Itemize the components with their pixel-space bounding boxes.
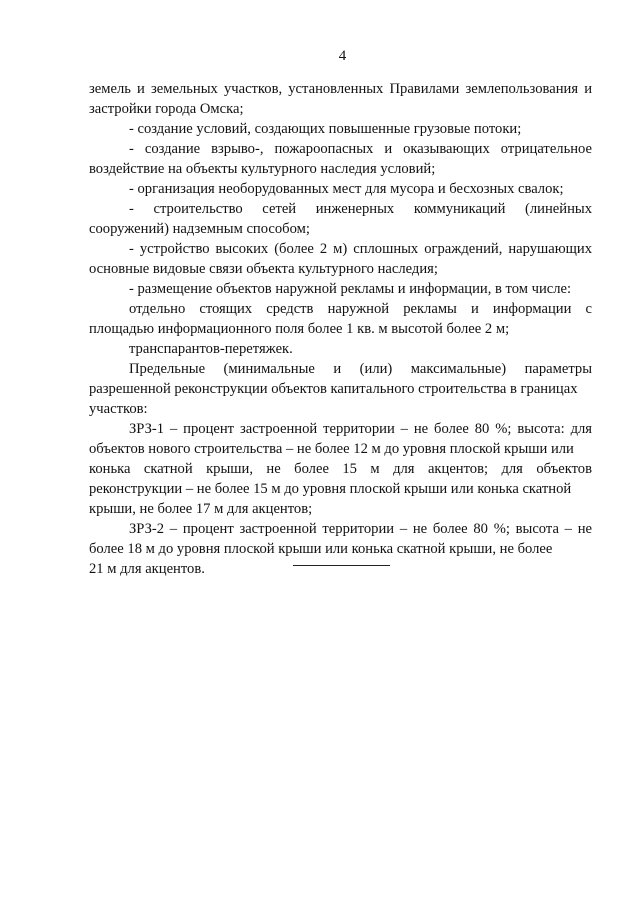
text-line: реконструкции – не более 15 м до уровня плоской крыши или конька скатной — [89, 481, 572, 497]
text-line: крыши, не более 17 м для акцентов; — [89, 501, 313, 517]
text-line: 21 м для акцентов. — [89, 561, 205, 577]
page-number: 4 — [338, 48, 347, 64]
text-line: ЗРЗ-2 – процент застроенной территории – не более 80 %; высота – не — [129, 521, 592, 537]
text-line: основные видовые связи объекта культурного наследия; — [89, 261, 438, 277]
text-line: транспарантов-перетяжек. — [129, 341, 293, 357]
text-line: разрешенной реконструкции объектов капитального строительства в границах — [89, 381, 578, 397]
text-line: конька скатной крыши, не более 15 м для акцентов; для объектов — [89, 461, 592, 477]
text-line: - создание условий, создающих повышенные грузовые потоки; — [129, 121, 522, 137]
text-line: - организация необорудованных мест для мусора и бесхозных свалок; — [129, 181, 564, 197]
closing-rule — [293, 565, 390, 566]
text-line: земель и земельных участков, установленных Правилами землепользования и — [89, 81, 592, 97]
text-line: отдельно стоящих средств наружной рекламы и информации с — [129, 301, 592, 317]
text-line: застройки города Омска; — [89, 101, 244, 117]
text-line: объектов нового строительства – не более 12 м до уровня плоской крыши или — [89, 441, 574, 457]
text-line: сооружений) надземным способом; — [89, 221, 310, 237]
text-line: более 18 м до уровня плоской крыши или конька скатной крыши, не более — [89, 541, 553, 557]
text-line: воздействие на объекты культурного наследия условий; — [89, 161, 436, 177]
text-line: - размещение объектов наружной рекламы и информации, в том числе: — [129, 281, 572, 297]
text-line: Предельные (минимальные и (или) максимальные) параметры — [129, 361, 592, 377]
text-line: - устройство высоких (более 2 м) сплошных ограждений, нарушающих — [129, 241, 592, 257]
text-line: участков: — [89, 401, 148, 417]
text-line: - строительство сетей инженерных коммуникаций (линейных — [129, 201, 592, 217]
text-line: - создание взрыво-, пожароопасных и оказывающих отрицательное — [129, 141, 592, 157]
text-line: площадью информационного поля более 1 кв. м высотой более 2 м; — [89, 321, 510, 337]
text-line: ЗРЗ-1 – процент застроенной территории – не более 80 %; высота: для — [129, 421, 592, 437]
